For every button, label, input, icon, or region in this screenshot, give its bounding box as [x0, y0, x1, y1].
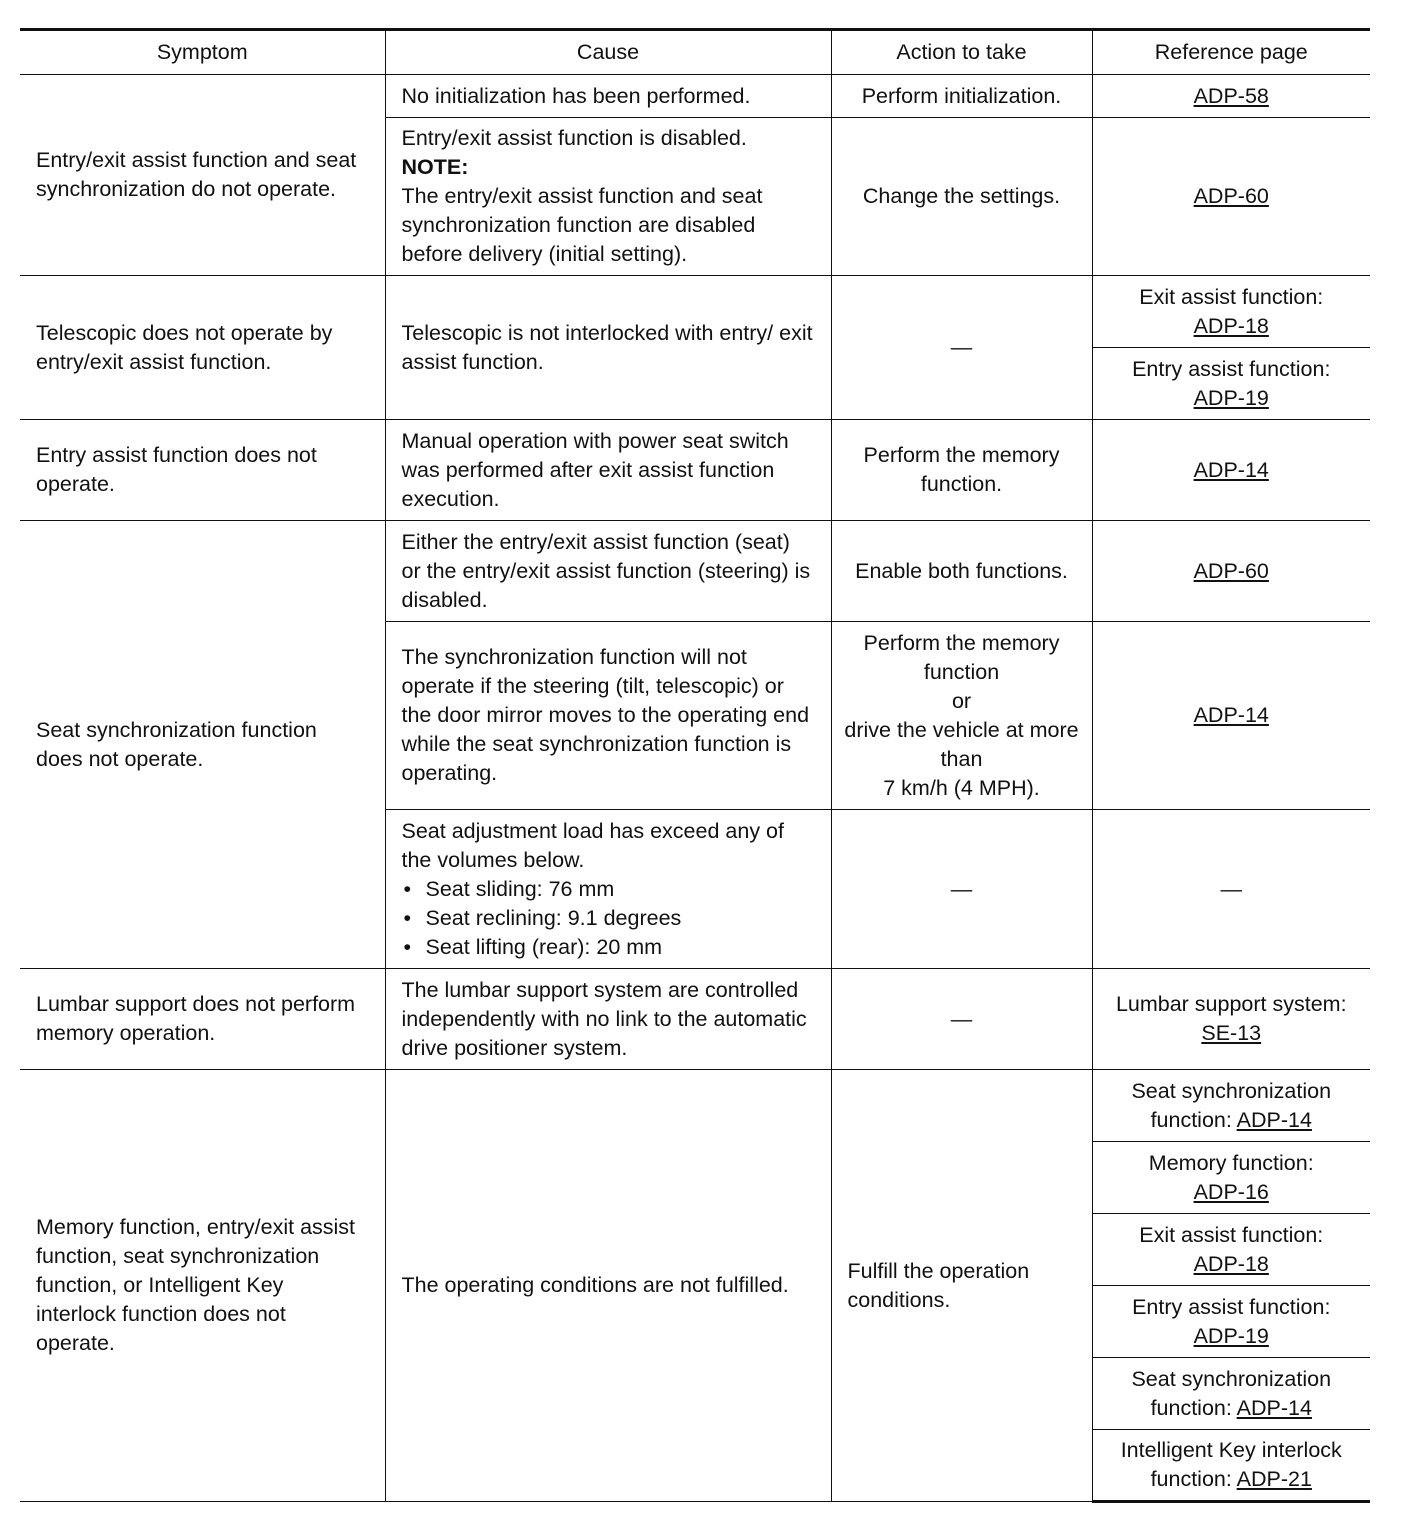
reference-link[interactable]: ADP-58: [1193, 83, 1269, 108]
reference-label: Entry assist function:: [1132, 1294, 1331, 1319]
reference-link[interactable]: ADP-60: [1193, 184, 1269, 208]
reference-link[interactable]: ADP-14: [1193, 703, 1269, 727]
symptom-cell: Telescopic does not operate by entry/exit assist function.: [20, 276, 385, 420]
reference-cell: [1092, 118, 1370, 276]
volume-list: [402, 875, 815, 962]
reference-label: Memory function:: [1148, 1150, 1314, 1175]
reference-link[interactable]: ADP-19: [1193, 385, 1269, 410]
reference-link[interactable]: ADP-18: [1193, 1251, 1269, 1276]
reference-cell: [1092, 1358, 1370, 1430]
reference-link[interactable]: ADP-21: [1236, 1467, 1312, 1491]
dash-placeholder: —: [950, 1006, 973, 1031]
header-symptom: Symptom: [20, 30, 385, 75]
action-text: drive the vehicle at more than: [844, 717, 1079, 771]
action-cell: Fulfill the operation conditions.: [831, 1070, 1092, 1502]
cause-cell: Manual operation with power seat switch was performed after exit assist function execution.: [385, 420, 831, 521]
reference-label: Lumbar support system:: [1115, 992, 1347, 1016]
reference-cell: [1092, 810, 1370, 969]
reference-cell: [1092, 969, 1370, 1070]
cause-cell: Telescopic is not interlocked with entry/ exit assist function.: [385, 276, 831, 420]
reference-cell: [1092, 1286, 1370, 1358]
reference-cell: [1092, 1430, 1370, 1502]
reference-label: Exit assist function:: [1139, 1222, 1324, 1247]
table-row: [20, 75, 1370, 118]
action-cell: [831, 810, 1092, 969]
reference-link[interactable]: ADP-16: [1193, 1179, 1269, 1204]
action-cell: [831, 276, 1092, 420]
cause-cell: [385, 810, 831, 969]
troubleshooting-table-container: [20, 28, 1370, 1503]
symptom-cell: Memory function, entry/exit assist function, seat synchronization function, or Intelligent Key interlock function does not operate.: [20, 1070, 385, 1502]
reference-label: Seat synchronization: [1131, 1366, 1332, 1391]
table-row: [20, 420, 1370, 521]
reference-link[interactable]: ADP-19: [1193, 1323, 1269, 1348]
reference-cell: [1092, 622, 1370, 810]
reference-link[interactable]: ADP-14: [1236, 1395, 1312, 1420]
symptom-cell: Entry/exit assist function and seat synchronization do not operate.: [20, 75, 385, 276]
cause-cell: The lumbar support system are controlled independently with no link to the automatic drive positioner system.: [385, 969, 831, 1070]
header-cause: Cause: [385, 30, 831, 75]
reference-cell: [1092, 521, 1370, 622]
table-row: [20, 1070, 1370, 1142]
reference-label: function:: [1150, 1107, 1232, 1132]
list-item: • Seat reclining: 9.1 degrees: [402, 904, 815, 933]
note-label: NOTE:: [401, 155, 469, 179]
action-cell: Change the settings.: [831, 118, 1092, 276]
reference-cell: [1092, 1070, 1370, 1142]
reference-label: function:: [1150, 1395, 1232, 1420]
table-row: [20, 969, 1370, 1070]
reference-link[interactable]: ADP-14: [1236, 1107, 1312, 1132]
cause-cell: No initialization has been performed.: [385, 75, 831, 118]
symptom-cell: Entry assist function does not operate.: [20, 420, 385, 521]
cause-text: Entry/exit assist function is disabled.: [401, 126, 747, 150]
cause-text: Seat adjustment load has exceed any of the volumes below.: [401, 818, 784, 872]
action-cell: Perform initialization.: [831, 75, 1092, 118]
list-item: • Seat lifting (rear): 20 mm: [402, 933, 815, 962]
action-cell: [831, 622, 1092, 810]
reference-link[interactable]: ADP-14: [1193, 457, 1269, 482]
dash-placeholder: —: [950, 335, 973, 359]
reference-cell: [1092, 420, 1370, 521]
action-cell: Perform the memory function.: [831, 420, 1092, 521]
reference-label: Seat synchronization: [1131, 1078, 1332, 1103]
reference-cell: [1092, 75, 1370, 118]
action-or: or: [951, 688, 972, 713]
table-row: [20, 276, 1370, 348]
cause-cell: Either the entry/exit assist function (seat) or the entry/exit assist function (steering) is disabled.: [385, 521, 831, 622]
symptom-cell: Lumbar support does not perform memory operation.: [20, 969, 385, 1070]
reference-label: Entry assist function:: [1132, 356, 1331, 381]
dash-placeholder: —: [950, 876, 973, 901]
cause-cell: The operating conditions are not fulfilled.: [385, 1070, 831, 1502]
list-item: • Seat sliding: 76 mm: [402, 875, 815, 904]
header-action: Action to take: [831, 30, 1092, 75]
reference-cell: [1092, 1142, 1370, 1214]
reference-cell: [1092, 348, 1370, 420]
reference-label: function:: [1150, 1467, 1232, 1491]
reference-link[interactable]: ADP-60: [1193, 558, 1269, 583]
header-row: [20, 30, 1370, 75]
table-row: [20, 521, 1370, 622]
troubleshooting-table: [20, 28, 1370, 1503]
reference-link[interactable]: SE-13: [1201, 1021, 1262, 1045]
header-reference: Reference page: [1092, 30, 1370, 75]
cause-cell: The synchronization function will not operate if the steering (tilt, telescopic) or the door mirror moves to the operating end while the seat synchronization function is operating.: [385, 622, 831, 810]
reference-link[interactable]: ADP-18: [1193, 313, 1269, 338]
action-cell: Enable both functions.: [831, 521, 1092, 622]
reference-label: Intelligent Key interlock: [1120, 1438, 1342, 1462]
action-text: 7 km/h (4 MPH).: [883, 775, 1040, 800]
symptom-cell: Seat synchronization function does not operate.: [20, 521, 385, 969]
cause-cell: [385, 118, 831, 276]
reference-cell: [1092, 1214, 1370, 1286]
reference-cell: [1092, 276, 1370, 348]
action-cell: [831, 969, 1092, 1070]
note-text: The entry/exit assist function and seat synchronization function are disabled before delivery (initial setting).: [401, 184, 763, 266]
reference-label: Exit assist function:: [1139, 284, 1324, 309]
action-text: Perform the memory function: [863, 630, 1060, 684]
dash-placeholder: —: [1220, 876, 1242, 901]
